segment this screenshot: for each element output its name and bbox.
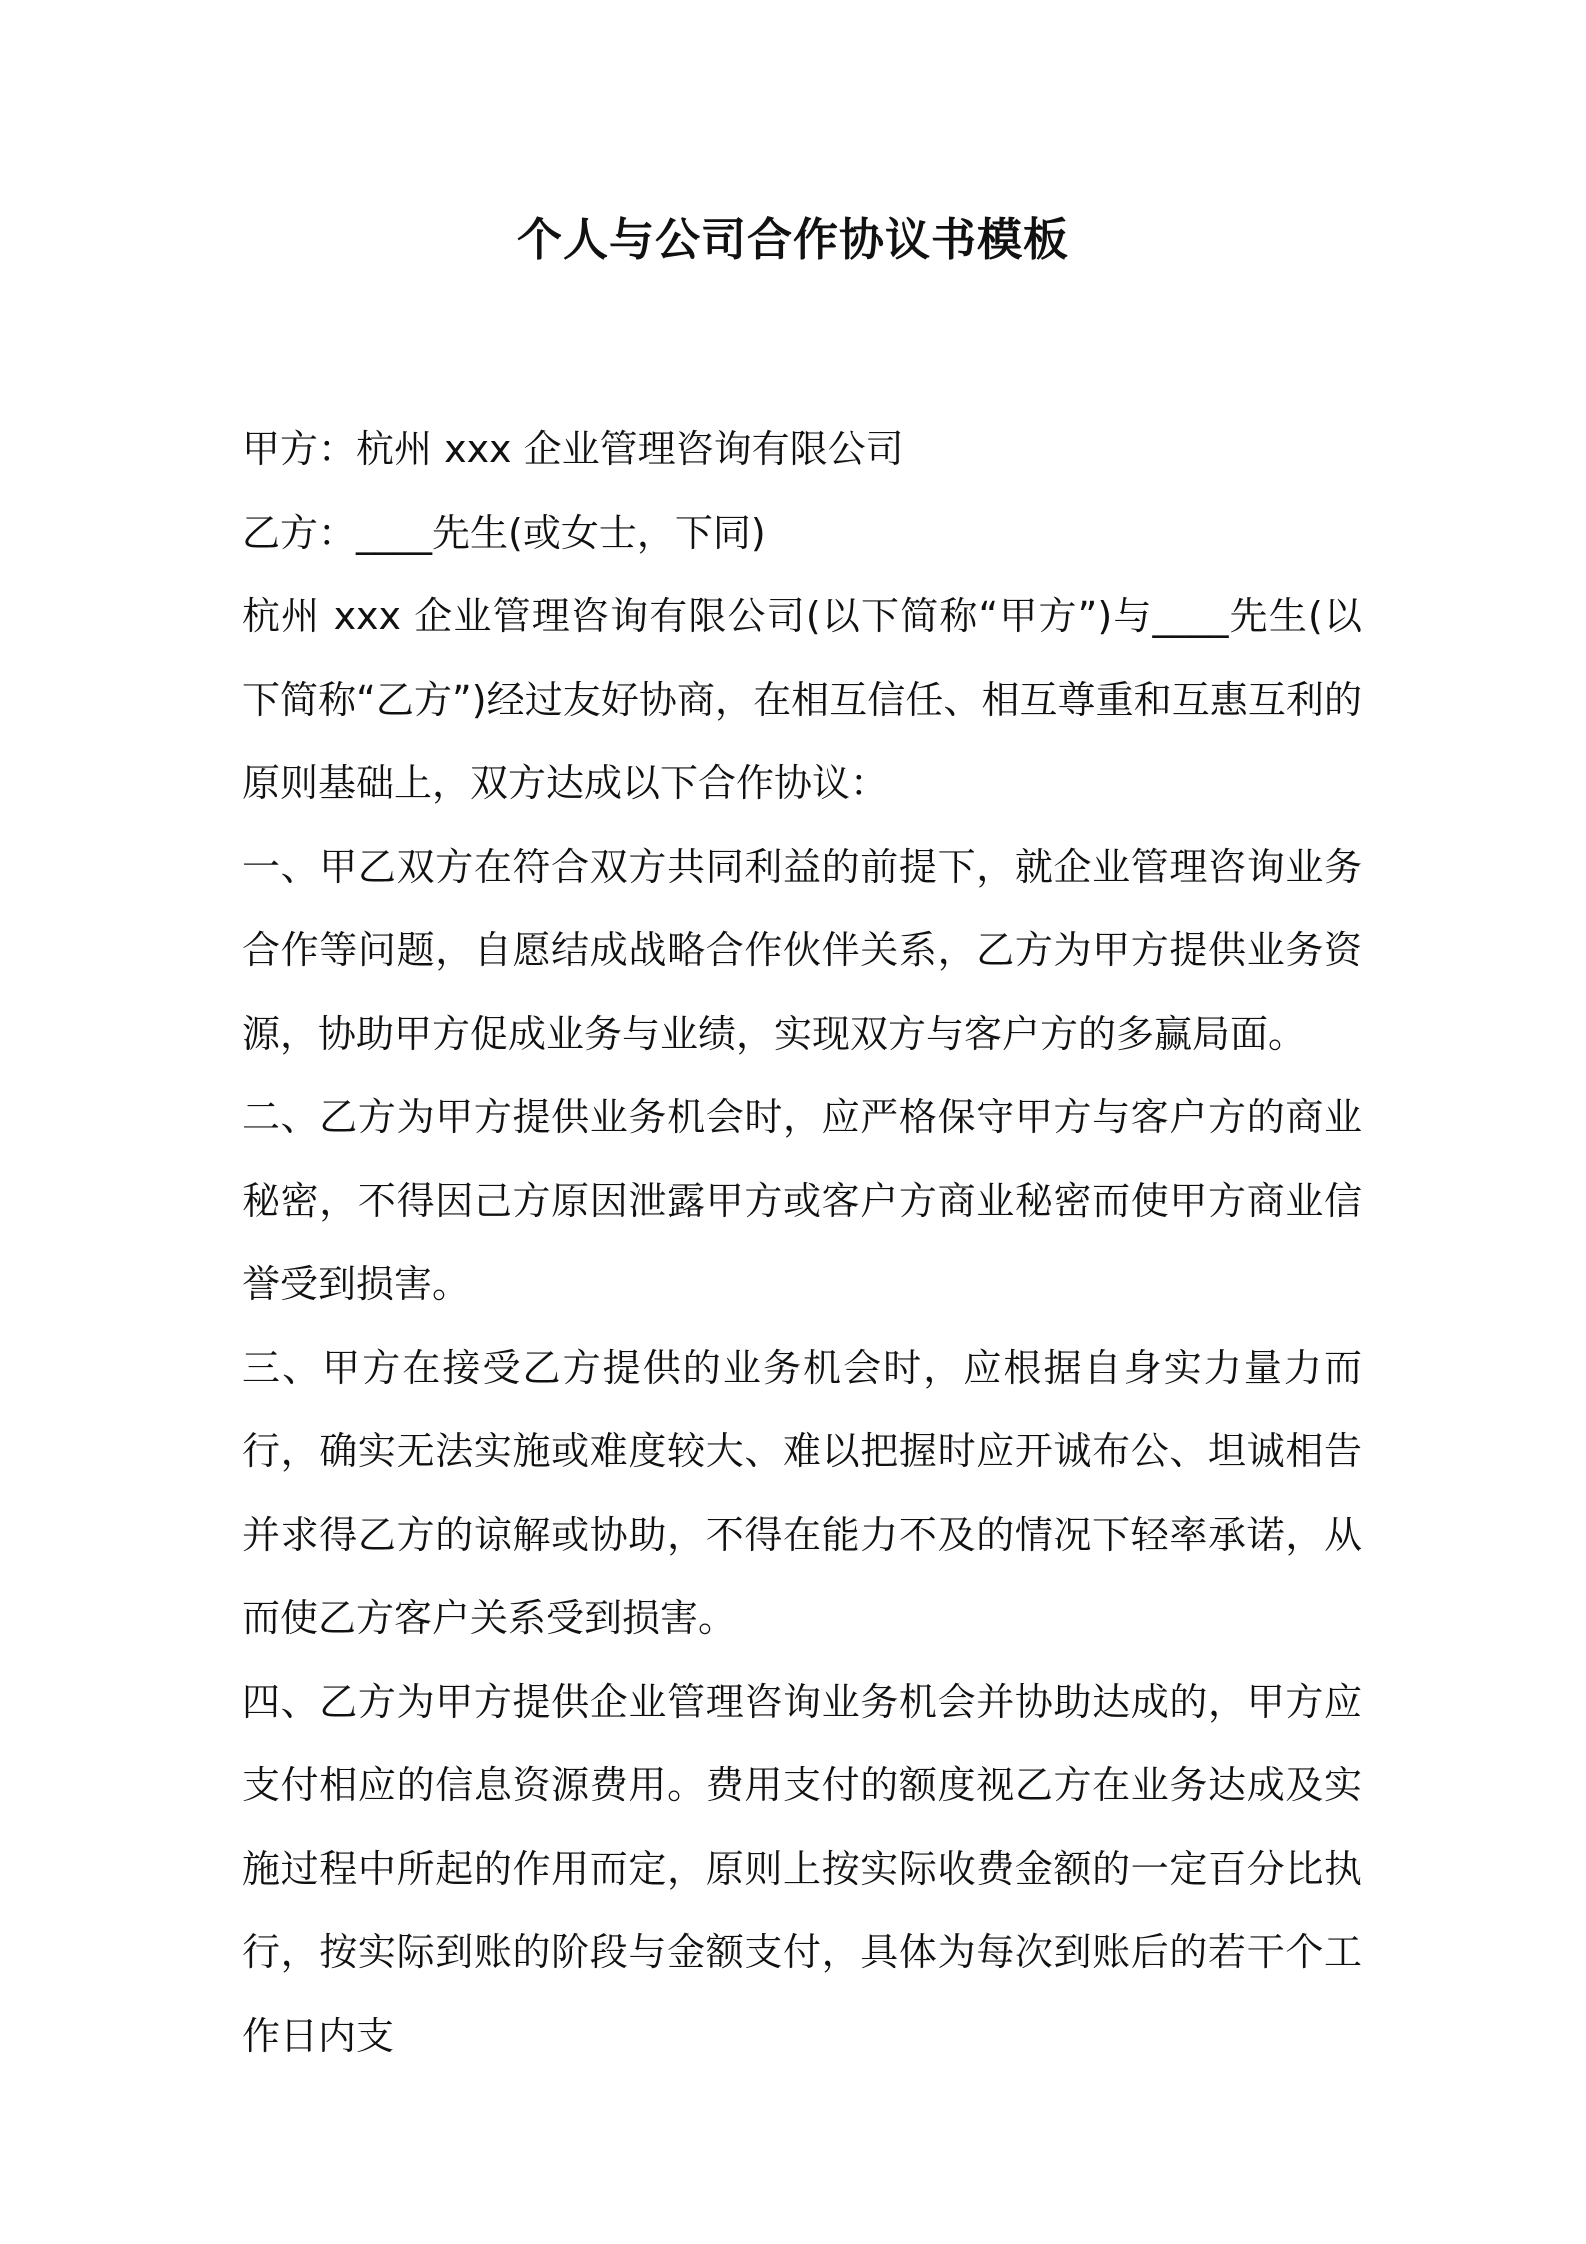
document-body — [242, 408, 1362, 2078]
party-b-line: 乙方：____先生(或女士，下同) — [242, 510, 766, 555]
clause-1-paragraph: 一、甲乙双方在符合双方共同利益的前提下，就企业管理咨询业务合作等问题，自愿结成战略合作伙伴关系，乙方为甲方提供业务资源，协助甲方促成业务与业绩，实现双方与客户方的多赢局面。 — [242, 844, 1362, 1056]
clause-3-paragraph: 三、甲方在接受乙方提供的业务机会时，应根据自身实力量力而行，确实无法实施或难度较大、难以把握时应开诚布公、坦诚相告并求得乙方的谅解或协助，不得在能力不及的情况下轻率承诺，从而使乙方客户关系受到损害。 — [242, 1345, 1362, 1640]
clause-4-paragraph: 四、乙方为甲方提供企业管理咨询业务机会并协助达成的，甲方应支付相应的信息资源费用。费用支付的额度视乙方在业务达成及实施过程中所起的作用而定，原则上按实际收费金额的一定百分比执行，按实际到账的阶段与金额支付，具体为每次到账后的若干个工作日内支 — [242, 1679, 1362, 2058]
document-title: 个人与公司合作协议书模板 — [516, 213, 1069, 266]
clause-2-paragraph: 二、乙方为甲方提供业务机会时，应严格保守甲方与客户方的商业秘密，不得因己方原因泄露甲方或客户方商业秘密而使甲方商业信誉受到损害。 — [242, 1095, 1362, 1306]
preamble-paragraph: 杭州 xxx 企业管理咨询有限公司(以下简称“甲方”)与____先生(以下简称“乙方”)经过友好协商，在相互信任、相互尊重和互惠互利的原则基础上，双方达成以下合作协议： — [242, 594, 1362, 805]
party-a-line: 甲方：杭州 xxx 企业管理咨询有限公司 — [242, 427, 904, 471]
